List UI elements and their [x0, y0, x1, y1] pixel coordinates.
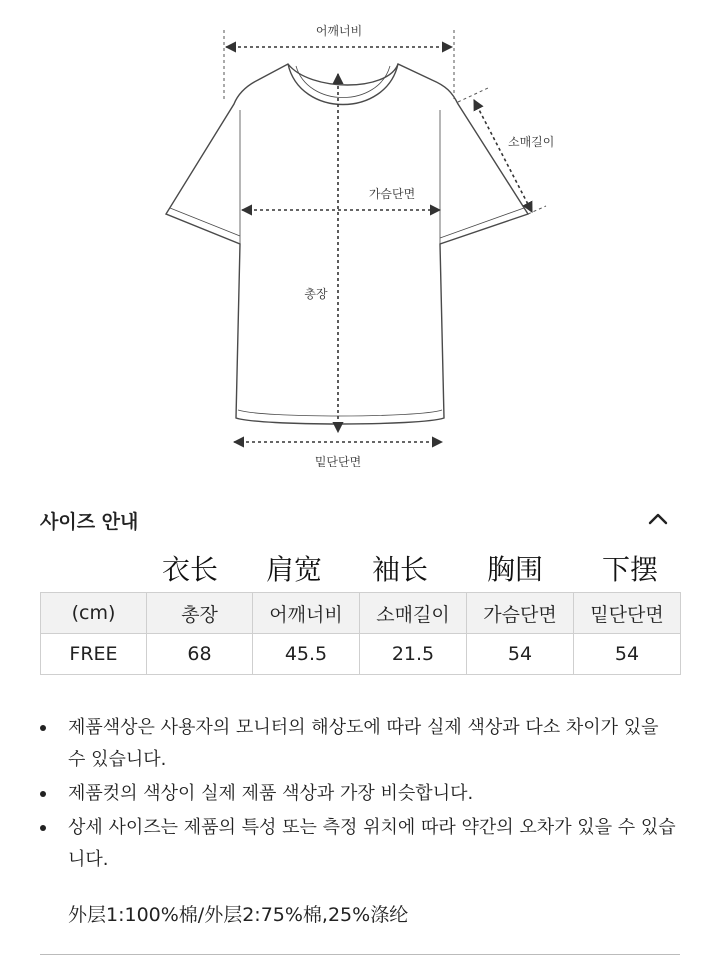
list-item [40, 778, 680, 810]
zh-header-shoulder: 肩宽 [266, 553, 323, 586]
sleeve-label: 소매길이 [508, 135, 555, 149]
length-label: 총장 [304, 287, 328, 301]
table-cell: 68 [147, 634, 253, 675]
table-header-cell: 소매길이 [360, 593, 467, 634]
zh-header-chest: 胸围 [487, 553, 544, 586]
note-text: 상세 사이즈는 제품의 특성 또는 측정 위치에 따라 약간의 오차가 있을 수 있습니다. [68, 817, 676, 870]
divider [40, 954, 680, 955]
bullet-icon [40, 725, 46, 731]
collapse-button[interactable] [644, 505, 672, 533]
table-header-cell: (cm) [41, 593, 147, 634]
notes-list [40, 712, 680, 878]
table-cell: 54 [467, 634, 574, 675]
size-table [40, 592, 681, 675]
zh-header-sleeve: 袖长 [372, 553, 429, 586]
table-cell: 45.5 [253, 634, 360, 675]
note-text: 제품색상은 사용자의 모니터의 해상도에 따라 실제 색상과 다소 차이가 있을 수 있습니다. [68, 717, 659, 770]
size-guide-header [40, 503, 680, 539]
note-text: 제품컷의 색상이 실제 제품 색상과 가장 비슷합니다. [68, 783, 474, 804]
table-header-row [41, 593, 681, 634]
table-header-cell: 가슴단면 [467, 593, 574, 634]
bullet-icon [40, 825, 46, 831]
chevron-up-icon [644, 505, 672, 533]
table-header-cell: 밑단단면 [574, 593, 681, 634]
hem-label: 밑단단면 [314, 455, 362, 469]
zh-header-hem: 下摆 [602, 553, 659, 586]
table-cell: 21.5 [360, 634, 467, 675]
tshirt-icon [166, 64, 528, 424]
shoulder-label: 어깨너비 [315, 24, 363, 38]
table-cell: 54 [574, 634, 681, 675]
list-item [40, 712, 680, 776]
table-header-cell: 어깨너비 [253, 593, 360, 634]
table-header-cell: 총장 [147, 593, 253, 634]
chest-label: 가슴단면 [368, 187, 416, 201]
bullet-icon [40, 791, 46, 797]
table-row [41, 634, 681, 675]
table-cell: FREE [41, 634, 147, 675]
material-composition: 外层1:100%棉/外层2:75%棉,25%涤纶 [68, 904, 409, 926]
size-guide-title: 사이즈 안내 [40, 511, 139, 533]
zh-header-length: 衣长 [162, 553, 219, 586]
list-item [40, 812, 680, 876]
